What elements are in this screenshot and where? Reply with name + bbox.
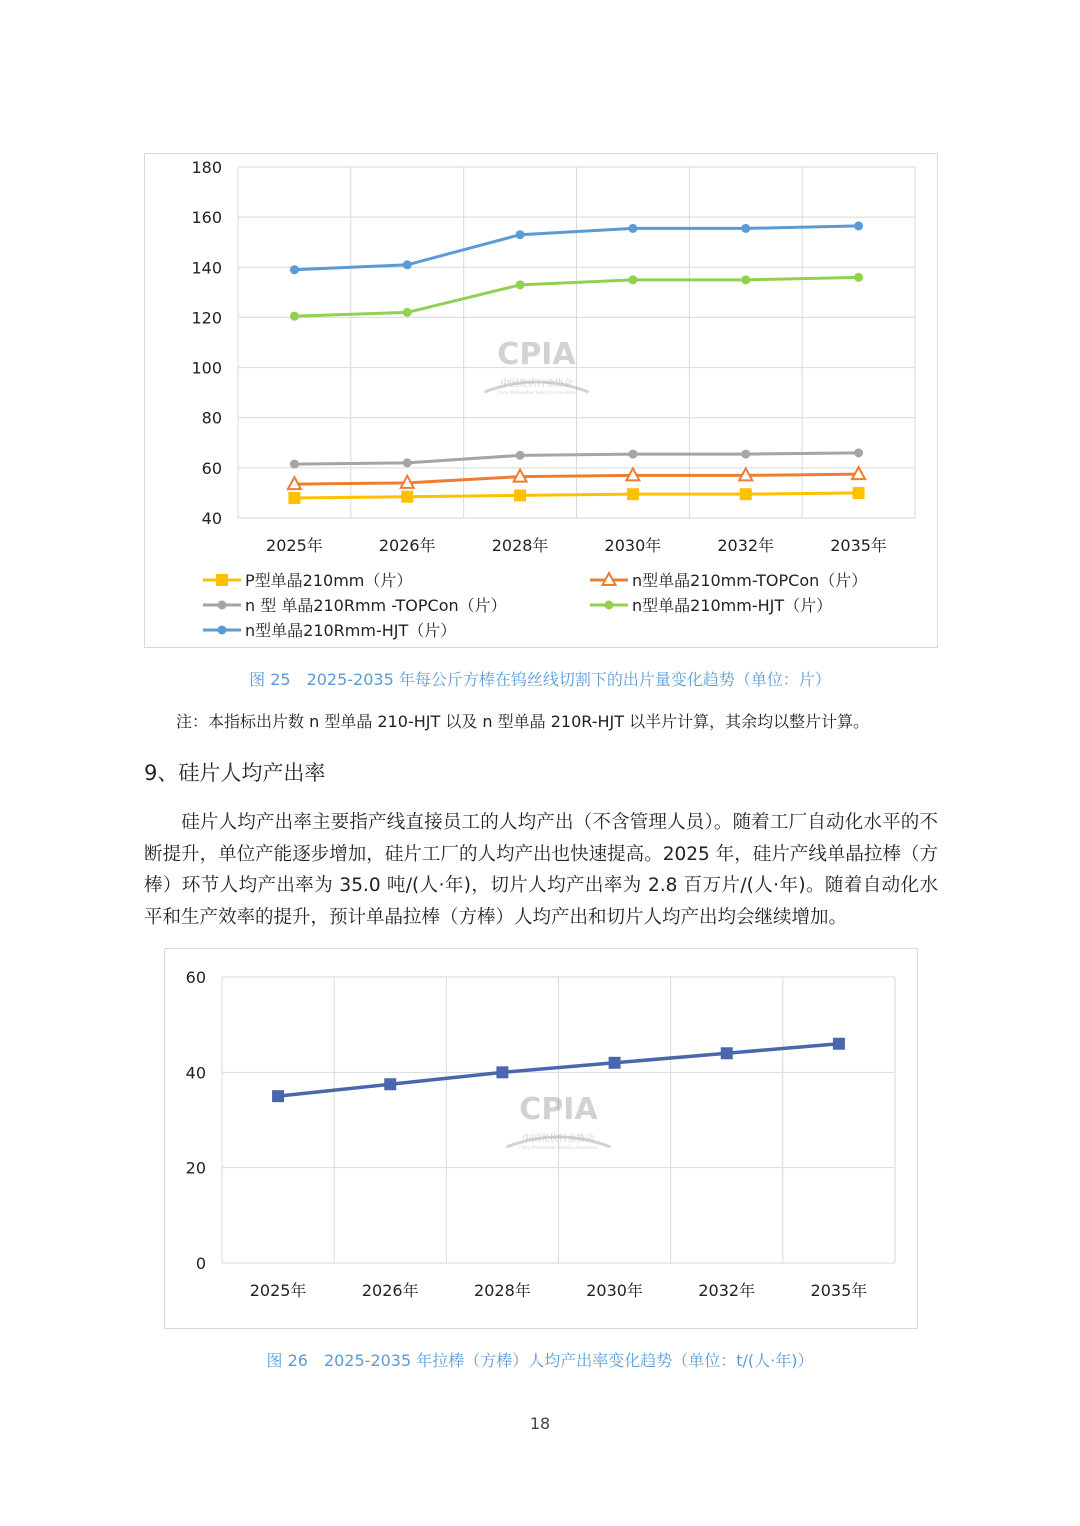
y-tick-label: 40 xyxy=(185,1063,206,1083)
figure-25-caption: 图 25 2025-2035 年每公斤方棒在钨丝线切割下的出片量变化趋势（单位：片） xyxy=(249,670,831,689)
watermark-org-name-en: China Photovoltaic Industry Association xyxy=(496,390,577,395)
section-heading: 9、硅片人均产出率 xyxy=(144,761,326,785)
legend-item xyxy=(203,596,507,615)
data-point xyxy=(516,230,525,239)
data-point xyxy=(290,460,299,469)
watermark-org-name: 中国光伏行业协会 xyxy=(522,1134,595,1144)
data-point xyxy=(609,1057,621,1069)
data-point xyxy=(514,489,526,501)
data-point xyxy=(854,221,863,230)
x-tick-label: 2025年 xyxy=(249,1281,307,1300)
data-point xyxy=(741,450,750,459)
data-point xyxy=(516,280,525,289)
data-point xyxy=(833,1038,845,1050)
data-point xyxy=(272,1090,284,1102)
watermark-org-name-en: China Photovoltaic Industry Association xyxy=(518,1145,599,1150)
x-tick-label: 2032年 xyxy=(698,1281,756,1300)
x-tick-label: 2026年 xyxy=(361,1281,419,1300)
data-point xyxy=(288,492,300,504)
y-tick-label: 100 xyxy=(191,358,222,378)
data-point xyxy=(628,224,637,233)
y-tick-label: 160 xyxy=(191,208,222,228)
legend-label: n型单晶210mm-TOPCon（片） xyxy=(632,571,868,590)
chart-1-frame xyxy=(144,153,938,648)
y-tick-label: 180 xyxy=(191,158,222,177)
legend-label: n 型 单晶210Rmm -TOPCon（片） xyxy=(245,596,507,615)
watermark-logo-text: CPIA xyxy=(519,1092,598,1127)
data-point xyxy=(741,275,750,284)
x-tick-label: 2030年 xyxy=(586,1281,643,1300)
data-point xyxy=(403,260,412,269)
y-tick-label: 40 xyxy=(201,509,222,528)
data-point xyxy=(721,1047,733,1059)
legend-swatch-marker xyxy=(218,626,227,635)
legend-swatch-marker xyxy=(216,574,228,586)
x-tick-label: 2026年 xyxy=(378,536,436,555)
page-number: 18 xyxy=(529,1414,551,1433)
figure-26-caption: 图 26 2025-2035 年拉棒（方棒）人均产出率变化趋势（单位：t/(人·年)） xyxy=(266,1351,814,1370)
x-tick-label: 2028年 xyxy=(474,1281,531,1300)
data-point xyxy=(290,265,299,274)
data-point xyxy=(741,224,750,233)
note-text: 注：本指标出片数 n 型单晶 210-HJT 以及 n 型单晶 210R-HJT 以半片计算，其余均以整片计算。 xyxy=(176,712,870,731)
data-point xyxy=(854,448,863,457)
data-point xyxy=(627,488,639,500)
body-paragraph-text: 硅片人均产出率主要指产线直接员工的人均产出（不含管理人员）。随着工厂自动化水平的不断提升，单位产能逐步增加，硅片工厂的人均产出也快速提高。2025 年，硅片产线单晶拉棒（方棒）环节人均产出率为 35.0 吨/(人·年)，切片人均产出率为 2.8 百万片/(人·年)。随着自动化水平和生产效率的提升，预计单晶拉棒（方棒）人均产出和切片人均产出均会继续增加。 xyxy=(144,812,938,928)
data-point xyxy=(403,458,412,467)
legend-item xyxy=(203,621,456,640)
legend-label: n型单晶210mm-HJT（片） xyxy=(632,596,833,615)
watermark-org-name: 中国光伏行业协会 xyxy=(500,379,573,389)
data-point xyxy=(628,275,637,284)
data-point xyxy=(516,451,525,460)
data-point xyxy=(403,308,412,317)
chart-2 xyxy=(165,949,917,1328)
chart-1 xyxy=(145,154,937,647)
y-tick-label: 120 xyxy=(191,308,222,328)
x-tick-label: 2035年 xyxy=(830,536,887,555)
legend-label: n型单晶210Rmm-HJT（片） xyxy=(245,621,457,640)
x-tick-label: 2028年 xyxy=(491,536,549,555)
legend-swatch-marker xyxy=(218,601,227,610)
data-point xyxy=(290,312,299,321)
watermark-logo-text: CPIA xyxy=(497,337,576,372)
x-tick-label: 2035年 xyxy=(810,1281,868,1300)
legend-label: P型单晶210mm（片） xyxy=(245,571,413,590)
x-tick-label: 2025年 xyxy=(266,536,323,555)
y-tick-label: 80 xyxy=(201,408,222,428)
data-point xyxy=(853,487,865,499)
y-tick-label: 20 xyxy=(185,1158,206,1178)
data-point xyxy=(628,450,637,459)
y-tick-label: 0 xyxy=(195,1254,206,1273)
y-tick-label: 140 xyxy=(191,258,222,278)
data-point xyxy=(740,488,752,500)
legend-item xyxy=(590,596,832,615)
y-tick-label: 60 xyxy=(201,458,222,478)
chart-2-frame xyxy=(164,948,918,1329)
data-point xyxy=(384,1078,396,1090)
x-tick-label: 2032年 xyxy=(717,536,775,555)
watermark-logo xyxy=(507,1092,611,1150)
legend-item xyxy=(590,571,867,590)
x-tick-label: 2030年 xyxy=(604,536,662,555)
watermark-logo xyxy=(485,337,589,395)
body-paragraph xyxy=(144,807,938,933)
data-point xyxy=(496,1066,508,1078)
data-point xyxy=(401,491,413,503)
legend-swatch-marker xyxy=(605,601,614,610)
legend-item xyxy=(203,571,412,590)
data-point xyxy=(854,273,863,282)
y-tick-label: 60 xyxy=(185,968,206,987)
